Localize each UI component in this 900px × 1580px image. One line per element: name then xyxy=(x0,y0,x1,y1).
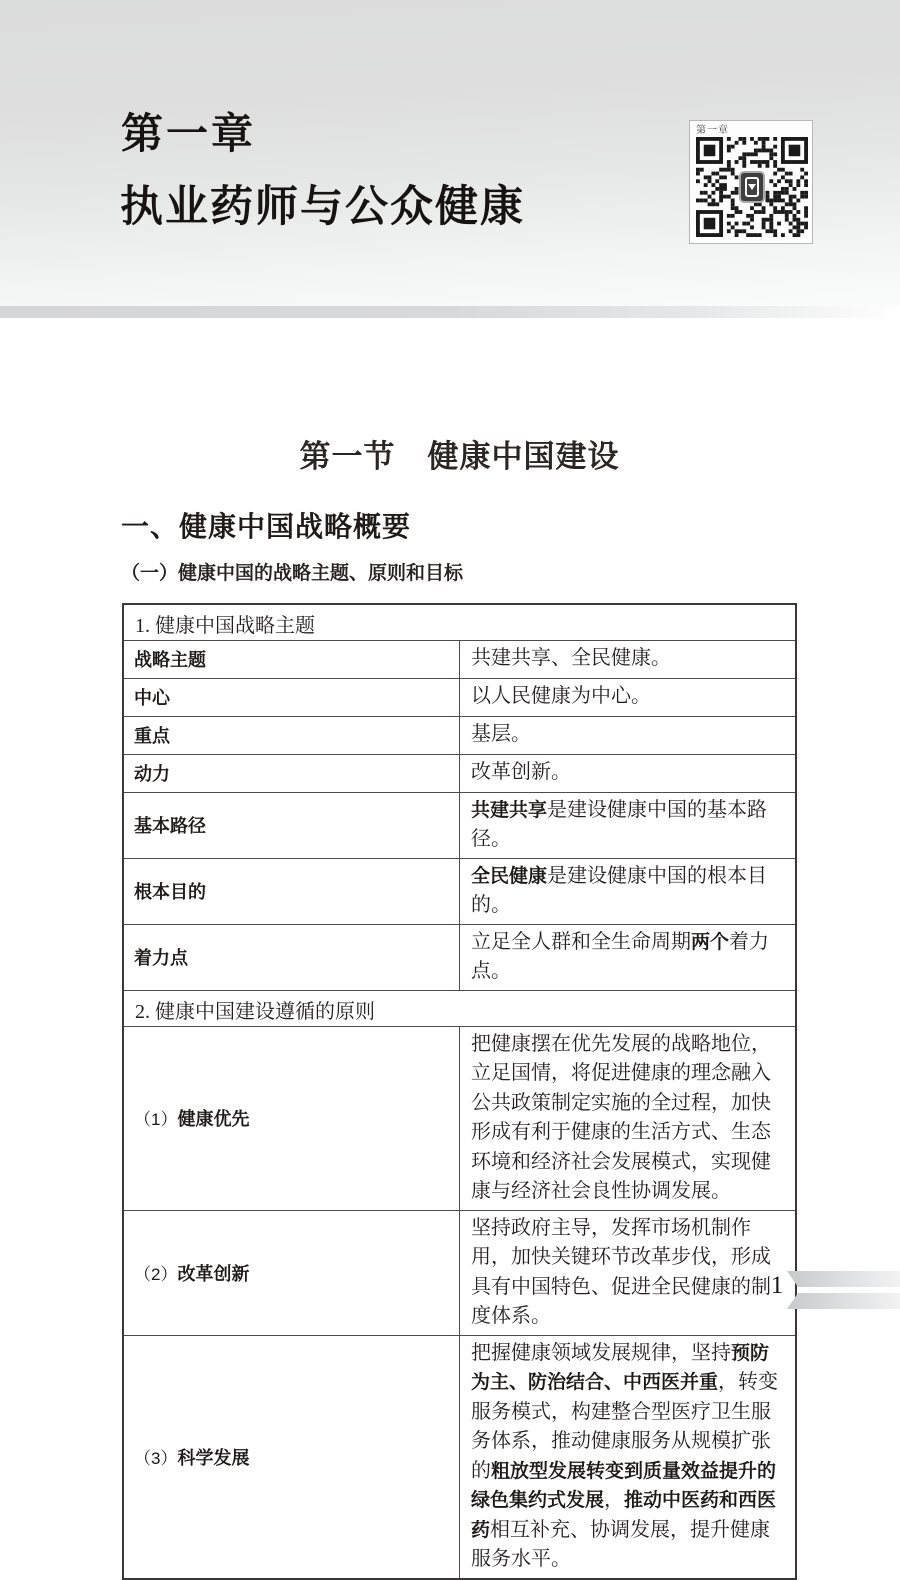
value-text: 把握健康领域发展规律，坚持 xyxy=(471,1341,731,1364)
row-label: 基本路径 xyxy=(123,792,460,858)
page-number: 1 xyxy=(770,1272,784,1299)
row-label-prefix: （1） xyxy=(134,1110,178,1129)
row-label: 战略主题 xyxy=(123,640,460,678)
value-text: 着力点。 xyxy=(471,930,770,982)
row-value xyxy=(460,716,797,754)
group-header-text: 2. 健康中国建设遵循的原则 xyxy=(123,990,796,1026)
table-row xyxy=(123,858,796,924)
qr-code-label: 第一章 xyxy=(696,125,729,136)
row-label: 重点 xyxy=(123,716,460,754)
row-label: 根本目的 xyxy=(123,858,460,924)
row-label: 中心 xyxy=(123,678,460,716)
group-header-text: 1. 健康中国战略主题 xyxy=(123,604,796,640)
row-value xyxy=(460,754,797,792)
chapter-number: 第一章 xyxy=(121,110,257,157)
row-value xyxy=(460,678,797,716)
value-text: ，转变服务模式，构建整合型医疗卫生服务体系，推动健康服务从规模扩张的 xyxy=(471,1371,779,1482)
table-row xyxy=(123,754,796,792)
row-value xyxy=(460,792,797,858)
table-group-header xyxy=(123,990,796,1026)
value-text-bold: 共建共享 xyxy=(471,799,548,821)
row-label: 着力点 xyxy=(123,924,460,990)
value-text-bold: 推动中医药和西医药 xyxy=(471,1490,777,1541)
table-row xyxy=(123,1210,796,1335)
value-text: ， xyxy=(604,1489,625,1511)
value-text: 坚持政府主导，发挥市场机制作用，加快关键环节改革步伐，形成具有中国特色、促进全民健康的制度体系。 xyxy=(471,1216,771,1327)
section-title: 第一节 健康中国建设 xyxy=(299,439,620,474)
row-label-text: 科学发展 xyxy=(177,1447,250,1468)
row-label-text: 改革创新 xyxy=(177,1263,250,1284)
table-row xyxy=(123,716,796,754)
row-value xyxy=(460,1026,797,1210)
row-label-prefix: （2） xyxy=(134,1264,178,1284)
table-row xyxy=(123,1335,796,1579)
table-row xyxy=(123,792,796,858)
chapter-header-divider xyxy=(0,306,900,318)
value-text-bold: 全民健康 xyxy=(471,865,548,887)
row-label-text: 健康优先 xyxy=(177,1109,250,1129)
row-label xyxy=(123,1026,460,1210)
row-label-prefix: （3） xyxy=(134,1448,178,1468)
value-text: 立足全人群和全生命周期 xyxy=(471,930,691,953)
subsection-heading: 一、健康中国战略概要 xyxy=(121,512,412,543)
table-group-header xyxy=(123,604,796,640)
value-text: 把健康摆在优先发展的战略地位，立足国情，将促进健康的理念融入公共政策制定实施的全过程，加快形成有利于健康的生活方式、生态环境和经济社会发展模式，实现健康与经济社会良性协调发展。 xyxy=(471,1032,771,1202)
value-text: 基层。 xyxy=(471,723,531,746)
row-value xyxy=(460,858,797,924)
value-text: 改革创新。 xyxy=(471,761,571,784)
strategy-table xyxy=(122,603,797,1580)
value-text: 以人民健康为中心。 xyxy=(471,685,651,708)
table-row xyxy=(123,924,796,990)
value-text-bold: 粗放型发展转变到质量效益提升的绿色集约式发展 xyxy=(471,1460,777,1511)
table-row xyxy=(123,640,796,678)
value-text: 相互补充、协调发展，提升健康服务水平。 xyxy=(471,1518,771,1570)
row-value xyxy=(460,640,797,678)
subsection-subheading: （一）健康中国的战略主题、原则和目标 xyxy=(121,563,464,584)
row-value xyxy=(460,924,797,990)
value-text: 共建共享、全民健康。 xyxy=(471,647,671,670)
footer-ribbon-icon xyxy=(786,1271,900,1311)
chapter-title: 执业药师与公众健康 xyxy=(120,184,525,231)
qr-center-logo-icon xyxy=(739,171,765,203)
value-text-bold: 两个 xyxy=(691,931,730,953)
download-arrow-icon xyxy=(748,184,756,190)
row-label xyxy=(123,1210,460,1335)
row-label xyxy=(123,1335,460,1579)
qr-code-box xyxy=(689,120,813,244)
table-row xyxy=(123,1026,796,1210)
row-label: 动力 xyxy=(123,754,460,792)
row-value xyxy=(460,1335,797,1579)
value-text: 是建设健康中国的基本路径。 xyxy=(471,798,768,850)
value-text-bold: 预防为主、防治结合、中西医并重 xyxy=(471,1342,770,1393)
qr-phone-icon xyxy=(745,177,759,197)
value-text: 是建设健康中国的根本目的。 xyxy=(471,864,768,916)
row-value xyxy=(460,1210,797,1335)
table-row xyxy=(123,678,796,716)
